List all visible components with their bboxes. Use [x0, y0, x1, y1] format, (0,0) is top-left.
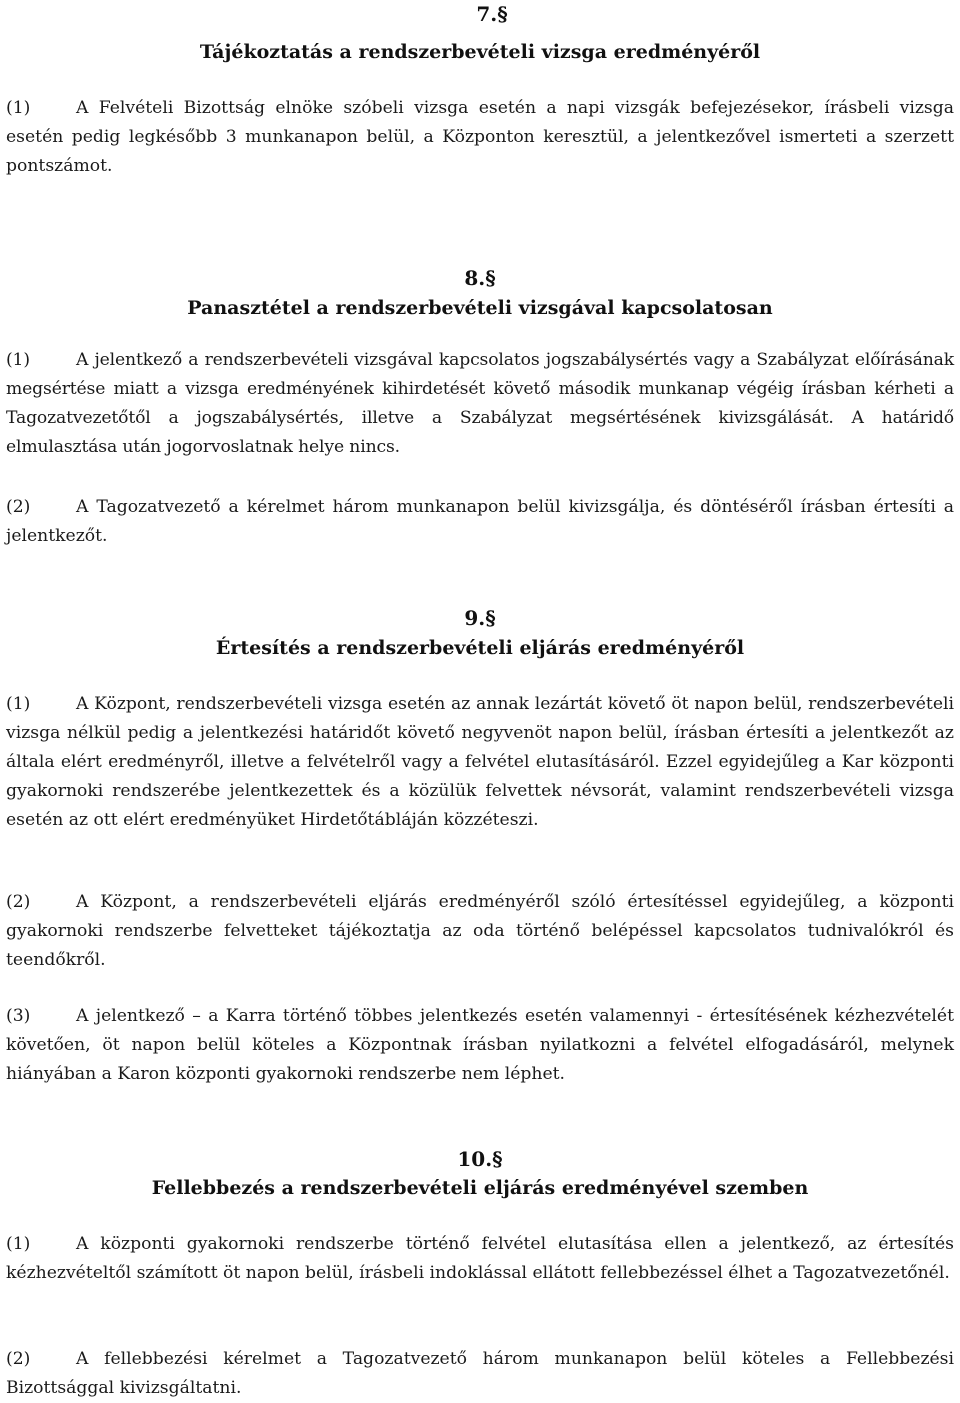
section-10-number: 10.§: [457, 1147, 503, 1171]
paragraph-text: A Felvételi Bizottság elnöke szóbeli vizsga esetén a napi vizsgák befejezésekor, írásbeli vizsga esetén pedig legkésőbb 3 munkanapon belül, a Központon keresztül, a jelentkezővel ismerteti a szerzett pontszámot.: [6, 98, 954, 176]
section-9-paragraph-2: [6, 888, 954, 975]
section-8-paragraph-1: [6, 346, 954, 462]
paragraph-text: A központi gyakornoki rendszerbe történő felvétel elutasítása ellen a jelentkező, az értesítés kézhezvételtől számított öt napon belül, írásbeli indoklással ellátott fellebbezéssel élhet a Tagozatvezetőnél.: [6, 1234, 954, 1283]
paragraph-number: (2): [6, 1349, 31, 1369]
paragraph-number: (2): [6, 892, 31, 912]
section-7-title: Tájékoztatás a rendszerbevételi vizsga eredményéről: [199, 41, 761, 63]
paragraph-number: (1): [6, 1234, 31, 1254]
section-8-paragraph-2: [6, 493, 954, 551]
section-9-number: 9.§: [464, 606, 496, 630]
paragraph-number: (1): [6, 350, 30, 370]
section-10-title: Fellebbezés a rendszerbevételi eljárás eredményével szemben: [151, 1177, 809, 1199]
paragraph-number: (1): [6, 694, 31, 714]
section-9-paragraph-3: [6, 1002, 954, 1089]
paragraph-text: A Központ, rendszerbevételi vizsga esetén az annak lezártát követő öt napon belül, rendszerbevételi vizsga nélkül pedig a jelentkezési határidőt követő negyvenöt napon belül, írásban értesíti a jelentkezőt az általa elért eredményről, illetve a felvételről vagy a felvétel elutasításáról. Ezzel egyidejűleg a Kar központi gyakornoki rendszerébe jelentkezettek és a közülük felvettek névsorát, valamint rendszerbevételi vizsga esetén az ott elért eredményüket Hirdetőtábláján közzéteszi.: [6, 694, 954, 830]
section-7-number: 7.§: [476, 2, 508, 26]
section-9-title: Értesítés a rendszerbevételi eljárás eredményéről: [215, 637, 745, 659]
section-7-paragraph-1: [6, 94, 954, 181]
paragraph-text: A Központ, a rendszerbevételi eljárás eredményéről szóló értesítéssel egyidejűleg, a központi gyakornoki rendszerbe felvetteket tájékoztatja az oda történő belépéssel kapcsolatos tudnivalókról és teendőkről.: [6, 892, 954, 970]
section-9-paragraph-1: [6, 690, 954, 835]
section-10-paragraph-2: [6, 1345, 954, 1403]
paragraph-number: (1): [6, 98, 31, 118]
paragraph-number: (3): [6, 1006, 31, 1026]
section-8-title: Panasztétel a rendszerbevételi vizsgával kapcsolatosan: [187, 297, 773, 319]
paragraph-number: (2): [6, 497, 31, 517]
paragraph-text: A jelentkező a rendszerbevételi vizsgával kapcsolatos jogszabálysértés vagy a Szabályzat előírásának megsértése miatt a vizsga eredményének kihirdetését követő második munkanap végéig írásban kérheti a Tagozatvezetőtől a jogszabálysértés, illetve a Szabályzat megsértésének kivizsgálását. A határidő elmulasztása után jogorvoslatnak helye nincs.: [6, 350, 954, 457]
paragraph-text: A Tagozatvezető a kérelmet három munkanapon belül kivizsgálja, és döntéséről írásban értesíti a jelentkezőt.: [6, 497, 954, 546]
section-10-paragraph-1: [6, 1230, 954, 1288]
paragraph-text: A fellebbezési kérelmet a Tagozatvezető három munkanapon belül köteles a Fellebbezési Bizottsággal kivizsgáltatni.: [6, 1349, 954, 1398]
paragraph-text: A jelentkező – a Karra történő többes jelentkezés esetén valamennyi - értesítésének kézhezvételét követően, öt napon belül köteles a Központnak írásban nyilatkozni a felvétel elfogadásáról, melynek hiányában a Karon központi gyakornoki rendszerbe nem léphet.: [6, 1006, 954, 1084]
section-8-number: 8.§: [464, 266, 496, 290]
